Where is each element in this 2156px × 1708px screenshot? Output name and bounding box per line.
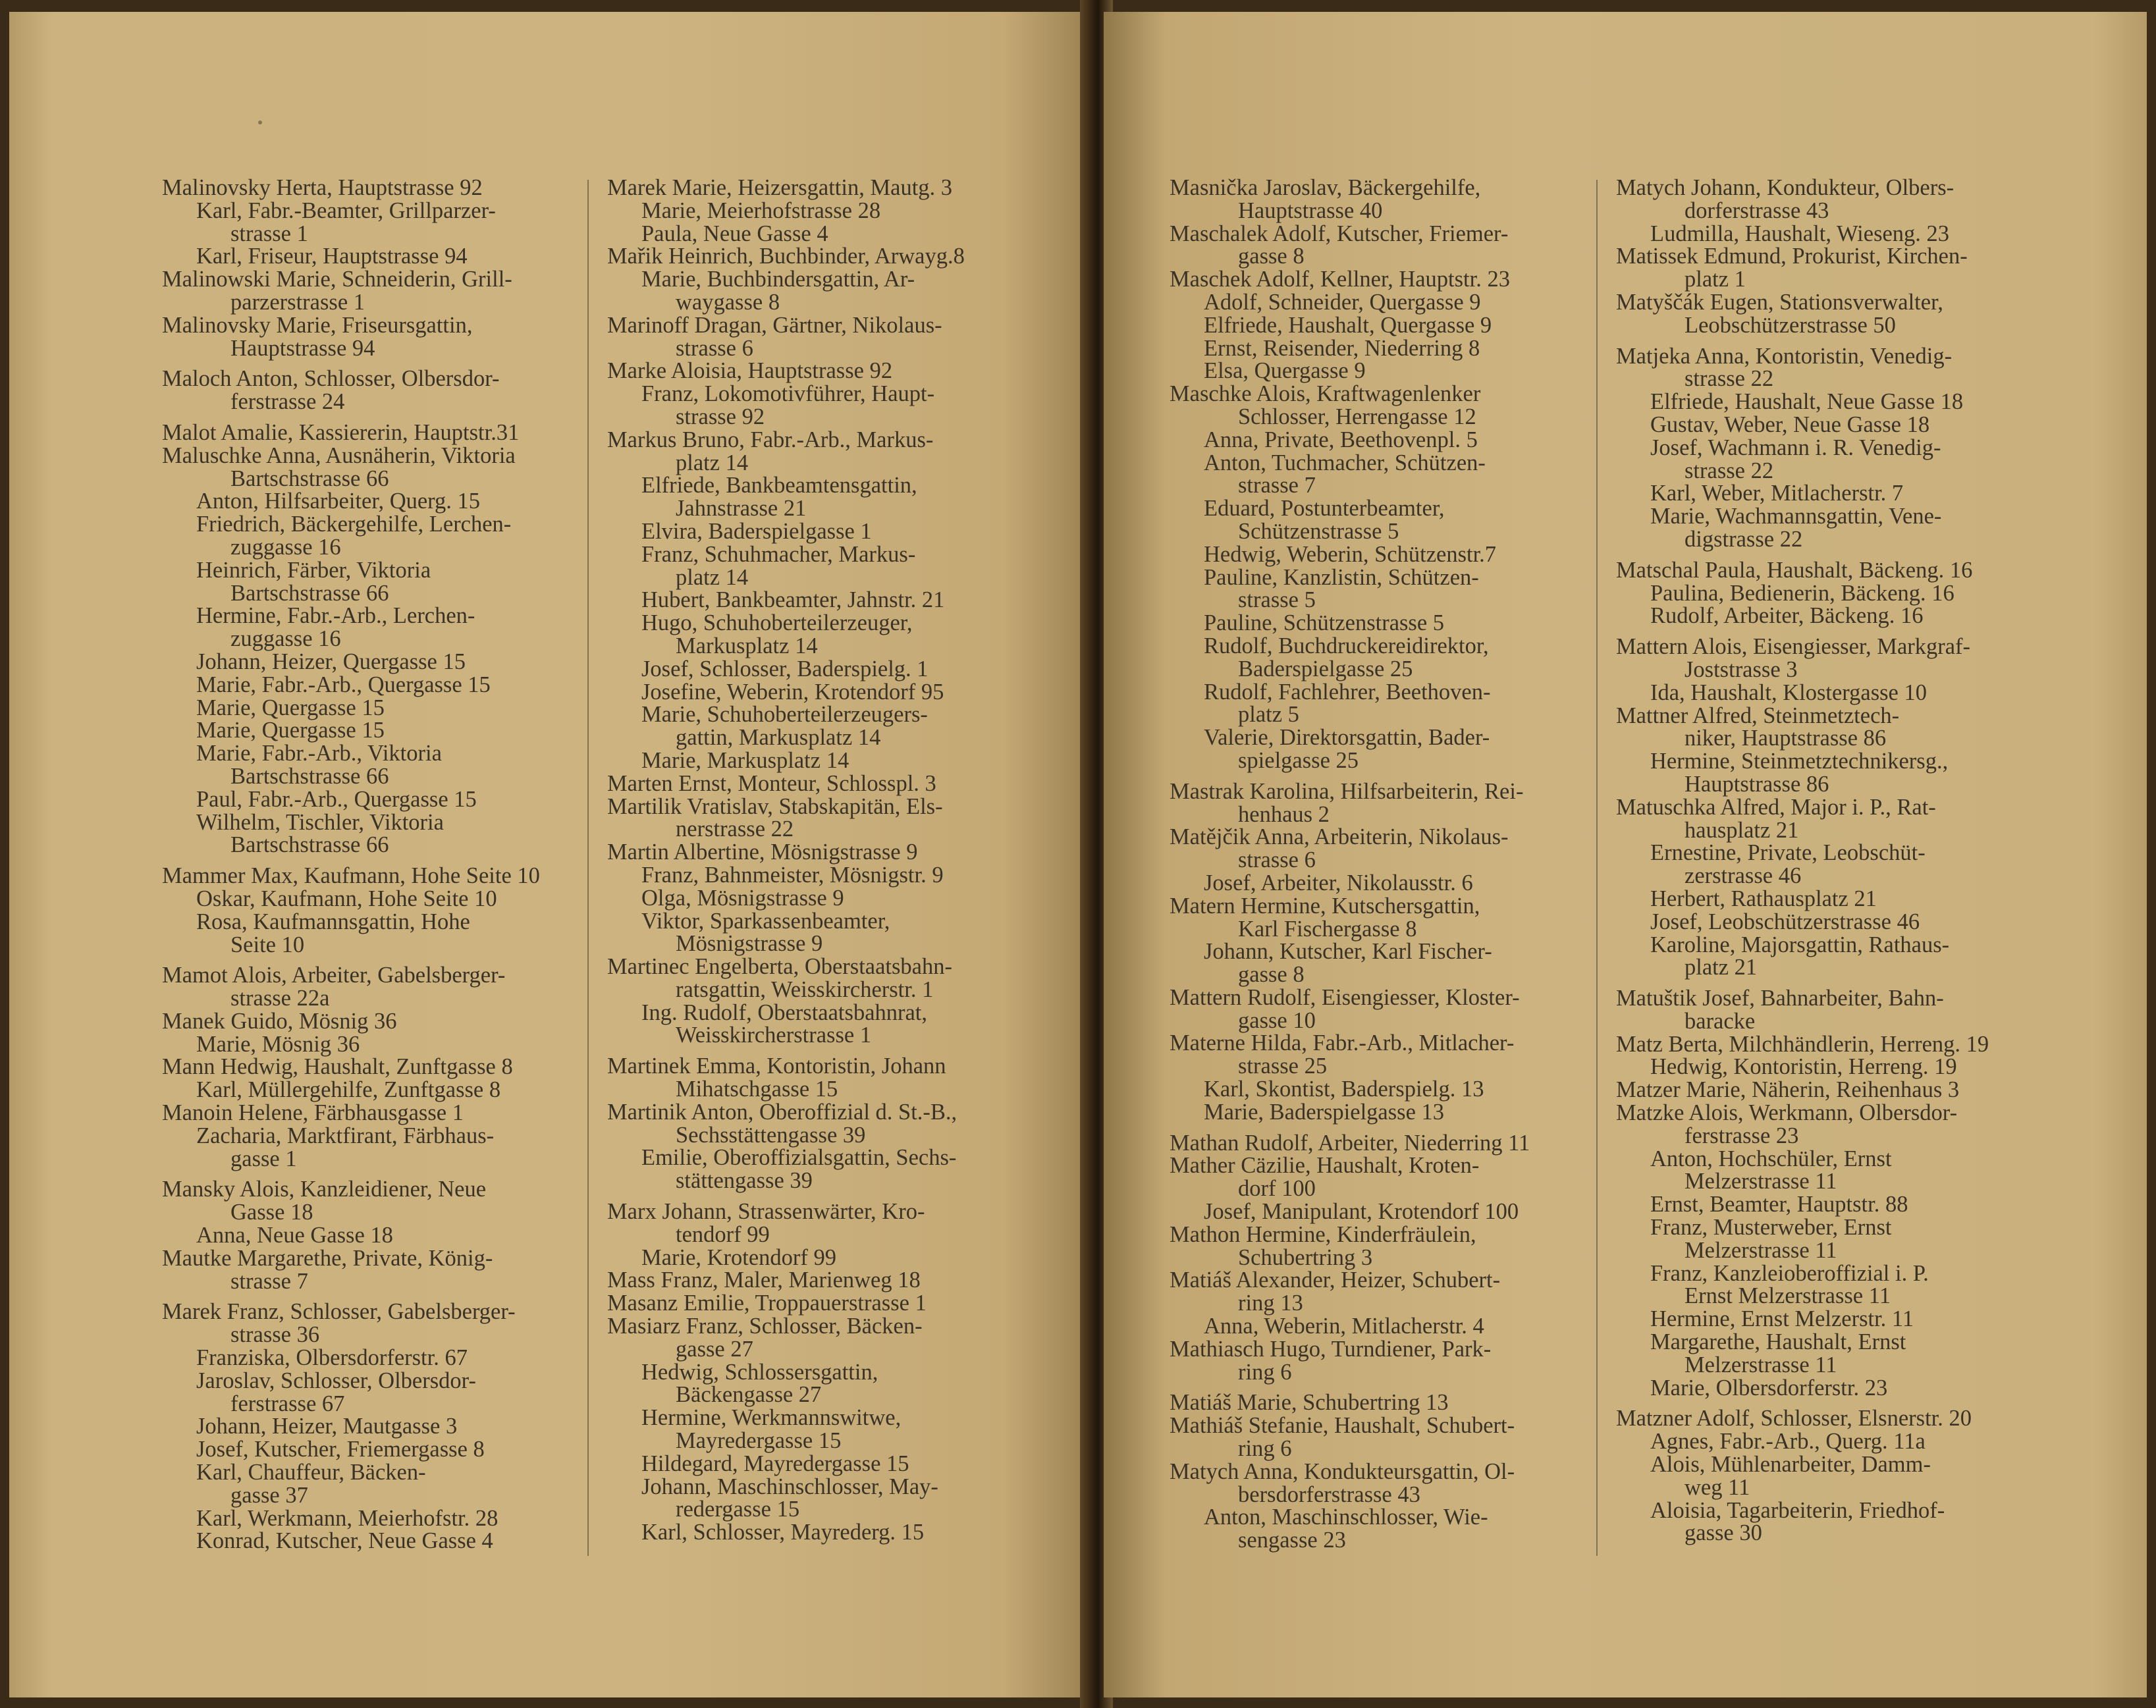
directory-entry: Masnička Jaroslav, Bäckergehilfe, — [1170, 175, 1481, 200]
directory-entry-continuation: Anton, Tuchmacher, Schützen- — [1204, 450, 1486, 475]
directory-entry-continuation: Mösnigstrasse 9 — [676, 931, 823, 957]
directory-entry-continuation: platz 5 — [1238, 702, 1299, 728]
directory-entry: Mattern Alois, Eisengiesser, Markgraf- — [1616, 634, 1971, 660]
directory-entry-continuation: niker, Hauptstrasse 86 — [1684, 726, 1887, 751]
directory-entry-continuation: Karl Fischergasse 8 — [1238, 916, 1417, 942]
directory-entry-continuation: Marie, Mösnig 36 — [196, 1031, 360, 1057]
directory-entry-continuation: strasse 5 — [1238, 587, 1316, 613]
directory-entry: Maschek Adolf, Kellner, Hauptstr. 23 — [1170, 267, 1510, 292]
directory-entry-continuation: strasse 25 — [1238, 1054, 1328, 1079]
directory-entry-continuation: Anton, Maschinschlosser, Wie- — [1204, 1505, 1488, 1530]
directory-entry: Malot Amalie, Kassiererin, Hauptstr.31 — [162, 419, 520, 445]
directory-entry-continuation: Rudolf, Buchdruckereidirektor, — [1204, 633, 1489, 658]
directory-entry-continuation: Ernst, Beamter, Hauptstr. 88 — [1650, 1192, 1908, 1217]
directory-entry-continuation: Margarethe, Haushalt, Ernst — [1650, 1329, 1906, 1355]
directory-entry-continuation: Franz, Kanzleioberoffizial i. P. — [1650, 1260, 1929, 1286]
directory-entry: Markus Bruno, Fabr.-Arb., Markus- — [607, 427, 934, 452]
directory-entry-continuation: platz 21 — [1684, 955, 1758, 980]
directory-entry-continuation: Anton, Hochschüler, Ernst — [1650, 1146, 1892, 1171]
directory-entry-continuation: Anna, Weberin, Mitlacherstr. 4 — [1204, 1314, 1484, 1339]
directory-entry: Mann Hedwig, Haushalt, Zunftgasse 8 — [162, 1054, 513, 1080]
left-page-column-2 — [607, 176, 965, 1544]
directory-entry-continuation: Mihatschgasse 15 — [676, 1077, 838, 1102]
directory-entry-continuation: Rudolf, Arbeiter, Bäckeng. 16 — [1650, 603, 1924, 629]
directory-entry: Matissek Edmund, Prokurist, Kirchen- — [1616, 244, 1968, 269]
directory-entry-continuation: Ing. Rudolf, Oberstaatsbahnrat, — [641, 1000, 928, 1025]
directory-entry-continuation: spielgasse 25 — [1238, 747, 1359, 773]
directory-entry: Mattern Rudolf, Eisengiesser, Kloster- — [1170, 984, 1520, 1010]
directory-entry-continuation: gasse 8 — [1238, 244, 1305, 269]
directory-entry-continuation: gasse 37 — [230, 1482, 308, 1508]
right-page-column-2 — [1616, 176, 1989, 1545]
directory-entry-continuation: bersdorferstrasse 43 — [1238, 1481, 1420, 1507]
directory-entry-continuation: strasse 6 — [676, 335, 753, 361]
directory-entry-continuation: Josef, Kutscher, Friemergasse 8 — [196, 1437, 485, 1462]
directory-entry-continuation: strasse 7 — [1238, 473, 1316, 498]
directory-entry-continuation: Hauptstrasse 40 — [1238, 198, 1383, 223]
directory-entry: Mansky Alois, Kanzleidiener, Neue — [162, 1177, 487, 1202]
directory-entry-continuation: Konrad, Kutscher, Neue Gasse 4 — [196, 1528, 493, 1554]
directory-entry-continuation: Ernst Melzerstrasse 11 — [1684, 1283, 1891, 1309]
directory-entry: Matych Anna, Kondukteursgattin, Ol- — [1170, 1458, 1515, 1484]
directory-entry-continuation: Ludmilla, Haushalt, Wieseng. 23 — [1650, 221, 1950, 246]
directory-entry-continuation: ring 13 — [1238, 1291, 1303, 1316]
directory-entry-continuation: Marie, Wachmannsgattin, Vene- — [1650, 504, 1942, 529]
directory-entry-continuation: Valerie, Direktorsgattin, Bader- — [1204, 725, 1490, 751]
directory-entry-continuation: zerstrasse 46 — [1684, 863, 1802, 889]
directory-entry-continuation: Marie, Quergasse 15 — [196, 718, 385, 743]
directory-entry: Maschke Alois, Kraftwagenlenker — [1170, 381, 1481, 407]
directory-entry-continuation: Schützenstrasse 5 — [1238, 518, 1399, 544]
directory-entry-continuation: ferstrasse 67 — [230, 1391, 345, 1416]
directory-entry: Martinec Engelberta, Oberstaatsbahn- — [607, 954, 952, 980]
directory-entry: Mattner Alfred, Steinmetztech- — [1616, 703, 1900, 728]
directory-entry-continuation: sengasse 23 — [1238, 1528, 1346, 1553]
directory-entry-continuation: strasse 22 — [1684, 458, 1774, 483]
directory-entry-continuation: Jahnstrasse 21 — [676, 496, 807, 521]
directory-entry: Mass Franz, Maler, Marienweg 18 — [607, 1268, 921, 1293]
directory-entry: Matzner Adolf, Schlosser, Elsnerstr. 20 — [1616, 1406, 1972, 1431]
directory-entry-continuation: baracke — [1684, 1008, 1756, 1034]
directory-entry-continuation: Karoline, Majorsgattin, Rathaus- — [1650, 932, 1950, 957]
directory-entry: Mather Cäzilie, Haushalt, Kroten- — [1170, 1153, 1480, 1179]
directory-entry: Malinovsky Herta, Hauptstrasse 92 — [162, 175, 483, 200]
directory-entry-continuation: gasse 1 — [230, 1146, 297, 1171]
directory-entry-continuation: Schubertring 3 — [1238, 1244, 1373, 1270]
left-page-column-1 — [162, 176, 540, 1553]
directory-entry-continuation: Franz, Bahnmeister, Mösnigstr. 9 — [641, 862, 944, 888]
directory-entry-continuation: gattin, Markusplatz 14 — [676, 725, 881, 751]
directory-entry-continuation: ring 6 — [1238, 1436, 1292, 1462]
directory-entry-continuation: Markusplatz 14 — [676, 633, 818, 658]
directory-entry-continuation: Josef, Wachmann i. R. Venedig- — [1650, 435, 1941, 460]
directory-entry-continuation: Hildegard, Mayredergasse 15 — [641, 1451, 909, 1476]
directory-entry-continuation: Paulina, Bedienerin, Bäckeng. 16 — [1650, 580, 1954, 606]
directory-entry: Marek Marie, Heizersgattin, Mautg. 3 — [607, 175, 953, 200]
directory-entry-continuation: parzerstrasse 1 — [230, 289, 365, 315]
directory-entry-continuation: Leobschützerstrasse 50 — [1684, 312, 1896, 338]
directory-entry-continuation: Karl, Weber, Mitlacherstr. 7 — [1650, 481, 1904, 506]
right-page — [1104, 12, 2147, 1697]
directory-entry-continuation: redergasse 15 — [676, 1497, 800, 1522]
directory-entry-continuation: nerstrasse 22 — [676, 816, 794, 842]
directory-entry-continuation: ferstrasse 23 — [1684, 1123, 1799, 1148]
directory-entry: Marke Aloisia, Hauptstrasse 92 — [607, 358, 893, 384]
directory-entry-continuation: ratsgattin, Weisskircherstr. 1 — [676, 976, 934, 1002]
directory-entry-continuation: zuggasse 16 — [230, 534, 341, 560]
directory-entry: Matych Johann, Kondukteur, Olbers- — [1616, 175, 1954, 200]
directory-entry: Mammer Max, Kaufmann, Hohe Seite 10 — [162, 863, 540, 889]
directory-entry: Masiarz Franz, Schlosser, Bäcken- — [607, 1314, 923, 1339]
directory-entry-continuation: platz 14 — [676, 450, 749, 475]
directory-entry-continuation: Marie, Fabr.-Arb., Viktoria — [196, 741, 442, 766]
directory-entry: Maluschke Anna, Ausnäherin, Viktoria — [162, 442, 516, 468]
directory-entry-continuation: Anna, Private, Beethovenpl. 5 — [1204, 427, 1478, 452]
directory-entry-continuation: Ida, Haushalt, Klostergasse 10 — [1650, 680, 1927, 705]
directory-entry: Martilik Vratislav, Stabskapitän, Els- — [607, 793, 943, 819]
directory-entry-continuation: platz 14 — [676, 564, 749, 590]
directory-entry-continuation: Karl, Müllergehilfe, Zunftgasse 8 — [196, 1077, 501, 1103]
directory-entry: Matiáš Alexander, Heizer, Schubert- — [1170, 1268, 1501, 1293]
directory-entry: Matz Berta, Milchhändlerin, Herreng. 19 — [1616, 1031, 1989, 1057]
directory-entry: Manoin Helene, Färbhausgasse 1 — [162, 1100, 464, 1126]
directory-entry-continuation: Franz, Schuhmacher, Markus- — [641, 541, 916, 567]
directory-entry-continuation: Elfriede, Haushalt, Quergasse 9 — [1204, 312, 1492, 338]
directory-entry: Matzer Marie, Näherin, Reihenhaus 3 — [1616, 1077, 1960, 1103]
directory-entry-continuation: Hugo, Schuhoberteilerzeuger, — [641, 610, 913, 636]
directory-entry-continuation: Jaroslav, Schlosser, Olbersdor- — [196, 1368, 476, 1393]
directory-entry-continuation: Hauptstrasse 86 — [1684, 771, 1829, 797]
directory-entry-continuation: Marie, Baderspielgasse 13 — [1204, 1099, 1445, 1125]
directory-entry-continuation: strasse 1 — [230, 221, 308, 246]
directory-entry-continuation: Elvira, Baderspielgasse 1 — [641, 518, 872, 544]
directory-entry: Marten Ernst, Monteur, Schlosspl. 3 — [607, 770, 936, 796]
right-page-column-1 — [1170, 176, 1530, 1552]
directory-entry-continuation: Gustav, Weber, Neue Gasse 18 — [1650, 412, 1930, 437]
directory-entry-continuation: Melzerstrasse 11 — [1684, 1237, 1837, 1263]
directory-entry-continuation: Ernestine, Private, Leobschüt- — [1650, 840, 1926, 866]
directory-entry: Maloch Anton, Schlosser, Olbersdor- — [162, 366, 500, 392]
directory-entry-continuation: Bäckengasse 27 — [676, 1382, 822, 1408]
directory-entry-continuation: Karl, Fabr.-Beamter, Grillparzer- — [196, 198, 496, 223]
directory-entry-continuation: stättengasse 39 — [676, 1168, 813, 1194]
directory-entry-continuation: Eduard, Postunterbeamter, — [1204, 496, 1445, 521]
directory-entry-continuation: Josef, Leobschützerstrasse 46 — [1650, 909, 1920, 934]
directory-entry-continuation: Karl, Schlosser, Mayrederg. 15 — [641, 1520, 925, 1545]
directory-entry-continuation: Karl, Friseur, Hauptstrasse 94 — [196, 244, 468, 269]
directory-entry-continuation: Johann, Heizer, Quergasse 15 — [196, 649, 466, 674]
directory-entry-continuation: digstrasse 22 — [1684, 526, 1803, 552]
directory-entry-continuation: Franz, Musterweber, Ernst — [1650, 1215, 1892, 1241]
directory-entry-continuation: Rudolf, Fachlehrer, Beethoven- — [1204, 679, 1491, 705]
directory-entry-continuation: Elfriede, Haushalt, Neue Gasse 18 — [1650, 389, 1964, 415]
directory-entry: Mautke Margarethe, Private, König- — [162, 1245, 493, 1271]
directory-entry-continuation: gasse 27 — [676, 1336, 753, 1362]
directory-entry-continuation: Josef, Arbeiter, Nikolausstr. 6 — [1204, 870, 1473, 895]
directory-entry-continuation: Marie, Quergasse 15 — [196, 695, 385, 720]
directory-entry: Martinik Anton, Oberoffizial d. St.-B., — [607, 1099, 957, 1125]
directory-entry-continuation: Elsa, Quergasse 9 — [1204, 358, 1366, 384]
directory-entry-continuation: Johann, Kutscher, Karl Fischer- — [1204, 939, 1492, 965]
left-page — [9, 12, 1089, 1697]
directory-entry: Matuštik Josef, Bahnarbeiter, Bahn- — [1616, 986, 1944, 1011]
directory-entry-continuation: Hermine, Steinmetztechnikersg., — [1650, 749, 1949, 774]
directory-entry-continuation: Marie, Fabr.-Arb., Quergasse 15 — [196, 672, 491, 697]
directory-entry-continuation: gasse 30 — [1684, 1520, 1762, 1546]
directory-entry-continuation: Pauline, Kanzlistin, Schützen- — [1204, 564, 1479, 590]
directory-entry-continuation: Olga, Mösnigstrasse 9 — [641, 885, 844, 911]
directory-entry-continuation: Hermine, Fabr.-Arb., Lerchen- — [196, 603, 475, 629]
directory-entry: Malinowski Marie, Schneiderin, Grill- — [162, 267, 512, 292]
directory-entry-continuation: Pauline, Schützenstrasse 5 — [1204, 610, 1445, 636]
directory-entry-continuation: dorf 100 — [1238, 1176, 1316, 1202]
directory-entry: Matern Hermine, Kutschersgattin, — [1170, 893, 1480, 919]
directory-entry: Maschalek Adolf, Kutscher, Friemer- — [1170, 221, 1509, 246]
directory-entry: Matyščák Eugen, Stationsverwalter, — [1616, 289, 1943, 315]
directory-entry-continuation: Josef, Manipulant, Krotendorf 100 — [1204, 1199, 1519, 1225]
directory-entry-continuation: Bartschstrasse 66 — [230, 580, 389, 606]
directory-entry-continuation: Bartschstrasse 66 — [230, 763, 389, 789]
directory-entry-continuation: Rosa, Kaufmannsgattin, Hohe — [196, 909, 470, 934]
directory-entry-continuation: strasse 36 — [230, 1322, 320, 1348]
directory-entry-continuation: strasse 22 — [1684, 366, 1774, 392]
directory-entry: Materne Hilda, Fabr.-Arb., Mitlacher- — [1170, 1030, 1515, 1056]
directory-entry-continuation: Herbert, Rathausplatz 21 — [1650, 886, 1877, 911]
directory-entry-continuation: ferstrasse 24 — [230, 389, 345, 415]
directory-entry-continuation: Karl, Chauffeur, Bäcken- — [196, 1460, 426, 1485]
directory-entry-continuation: Friedrich, Bäckergehilfe, Lerchen- — [196, 512, 512, 537]
directory-entry-continuation: zuggasse 16 — [230, 626, 341, 652]
directory-entry-continuation: henhaus 2 — [1238, 801, 1330, 827]
directory-entry-continuation: Marie, Buchbindersgattin, Ar- — [641, 267, 915, 292]
directory-entry: Matjeka Anna, Kontoristin, Venedig- — [1616, 343, 1953, 369]
directory-entry-continuation: Marie, Olbersdorferstr. 23 — [1650, 1375, 1888, 1401]
directory-entry-continuation: Hermine, Ernst Melzerstr. 11 — [1650, 1306, 1914, 1332]
directory-entry: Malinovsky Marie, Friseursgattin, — [162, 312, 473, 338]
directory-entry: Marek Franz, Schlosser, Gabelsberger- — [162, 1299, 516, 1325]
directory-entry-continuation: Hauptstrasse 94 — [230, 335, 375, 361]
directory-entry-continuation: Viktor, Sparkassenbeamter, — [641, 908, 890, 934]
directory-entry-continuation: Elfriede, Bankbeamtensgattin, — [641, 473, 917, 498]
directory-entry-continuation: Aloisia, Tagarbeiterin, Friedhof- — [1650, 1497, 1945, 1523]
directory-entry-continuation: Hedwig, Schlossersgattin, — [641, 1359, 878, 1385]
directory-entry: Manek Guido, Mösnig 36 — [162, 1008, 397, 1034]
directory-entry-continuation: Zacharia, Marktfirant, Färbhaus- — [196, 1123, 495, 1148]
directory-entry-continuation: Mayredergasse 15 — [676, 1428, 842, 1454]
directory-entry-continuation: Seite 10 — [230, 932, 305, 957]
directory-entry-continuation: Emilie, Oberoffizialsgattin, Sechs- — [641, 1145, 957, 1171]
directory-entry-continuation: Bartschstrasse 66 — [230, 832, 389, 858]
directory-entry: Mamot Alois, Arbeiter, Gabelsberger- — [162, 963, 506, 988]
directory-entry-continuation: Agnes, Fabr.-Arb., Querg. 11a — [1650, 1429, 1926, 1454]
directory-entry-continuation: Joststrasse 3 — [1684, 656, 1798, 682]
directory-entry-continuation: Marie, Schuhoberteilerzeugers- — [641, 702, 928, 728]
directory-entry-continuation: Marie, Meierhofstrasse 28 — [641, 198, 881, 223]
directory-entry: Matuschka Alfred, Major i. P., Rat- — [1616, 794, 1936, 820]
directory-entry-continuation: Marie, Krotendorf 99 — [641, 1244, 837, 1270]
directory-entry-continuation: Adolf, Schneider, Quergasse 9 — [1204, 289, 1481, 315]
directory-entry-continuation: Sechsstättengasse 39 — [676, 1122, 866, 1148]
directory-entry-continuation: strasse 22a — [230, 986, 330, 1011]
directory-entry-continuation: Hermine, Werkmannswitwe, — [641, 1405, 902, 1431]
directory-entry-continuation: dorferstrasse 43 — [1684, 198, 1829, 223]
directory-entry-continuation: Ernst, Reisender, Niederring 8 — [1204, 335, 1480, 361]
directory-entry-continuation: Johann, Maschinschlosser, May- — [641, 1474, 938, 1499]
directory-entry-continuation: strasse 7 — [230, 1268, 308, 1294]
directory-entry-continuation: Alois, Mühlenarbeiter, Damm- — [1650, 1452, 1931, 1478]
directory-entry: Mařik Heinrich, Buchbinder, Arwayg.8 — [607, 244, 965, 269]
directory-entry: Masanz Emilie, Troppauerstrasse 1 — [607, 1291, 927, 1316]
directory-entry-continuation: Bartschstrasse 66 — [230, 466, 389, 491]
directory-entry-continuation: Anna, Neue Gasse 18 — [196, 1223, 393, 1248]
directory-entry-continuation: Gasse 18 — [230, 1200, 313, 1225]
ink-spot — [258, 120, 262, 124]
directory-entry: Mathiasch Hugo, Turndiener, Park- — [1170, 1336, 1492, 1362]
directory-entry-continuation: Karl, Werkmann, Meierhofstr. 28 — [196, 1505, 499, 1531]
directory-entry-continuation: Josef, Schlosser, Baderspielg. 1 — [641, 656, 929, 681]
column-divider — [1596, 180, 1598, 1556]
directory-entry-continuation: platz 1 — [1684, 267, 1746, 292]
directory-entry-continuation: Wilhelm, Tischler, Viktoria — [196, 809, 444, 835]
directory-entry-continuation: strasse 92 — [676, 404, 765, 429]
directory-entry-continuation: Anton, Hilfsarbeiter, Querg. 15 — [196, 489, 481, 514]
directory-entry-continuation: weg 11 — [1684, 1474, 1750, 1500]
directory-entry-continuation: Heinrich, Färber, Viktoria — [196, 557, 431, 583]
directory-entry-continuation: Melzerstrasse 11 — [1684, 1352, 1837, 1377]
directory-entry-continuation: Hedwig, Weberin, Schützenstr.7 — [1204, 541, 1497, 567]
column-divider — [587, 180, 589, 1556]
directory-entry-continuation: Marie, Markusplatz 14 — [641, 747, 849, 773]
directory-entry-continuation: gasse 10 — [1238, 1007, 1316, 1033]
directory-entry-continuation: Josefine, Weberin, Krotendorf 95 — [641, 679, 944, 705]
directory-entry-continuation: Oskar, Kaufmann, Hohe Seite 10 — [196, 886, 497, 911]
directory-entry-continuation: Baderspielgasse 25 — [1238, 656, 1413, 681]
directory-entry: Mastrak Karolina, Hilfsarbeiterin, Rei- — [1170, 778, 1524, 804]
directory-entry: Mathiáš Stefanie, Haushalt, Schubert- — [1170, 1413, 1515, 1439]
directory-entry: Mathon Hermine, Kinderfräulein, — [1170, 1221, 1476, 1247]
directory-entry-continuation: Paul, Fabr.-Arb., Quergasse 15 — [196, 786, 477, 812]
directory-entry-continuation: Hubert, Bankbeamter, Jahnstr. 21 — [641, 587, 945, 613]
directory-entry: Matzke Alois, Werkmann, Olbersdor- — [1616, 1100, 1958, 1126]
directory-entry-continuation: Weisskircherstrasse 1 — [676, 1023, 872, 1048]
directory-entry-continuation: waygasse 8 — [676, 289, 780, 315]
directory-entry: Matějčik Anna, Arbeiterin, Nikolaus- — [1170, 824, 1509, 850]
directory-entry: Martinek Emma, Kontoristin, Johann — [607, 1054, 946, 1079]
directory-entry-continuation: hausplatz 21 — [1684, 817, 1799, 843]
directory-entry-continuation: Schlosser, Herrengasse 12 — [1238, 404, 1476, 429]
directory-entry-continuation: ring 6 — [1238, 1359, 1292, 1385]
directory-entry-continuation: Johann, Heizer, Mautgasse 3 — [196, 1414, 458, 1439]
directory-entry-continuation: Franz, Lokomotivführer, Haupt- — [641, 381, 935, 407]
directory-entry-continuation: strasse 6 — [1238, 847, 1316, 873]
directory-entry: Marinoff Dragan, Gärtner, Nikolaus- — [607, 312, 942, 338]
directory-entry-continuation: tendorf 99 — [676, 1221, 770, 1247]
directory-entry: Matschal Paula, Haushalt, Bäckeng. 16 — [1616, 557, 1973, 583]
directory-entry-continuation: Karl, Skontist, Baderspielg. 13 — [1204, 1077, 1484, 1102]
directory-entry-continuation: Hedwig, Kontoristin, Herreng. 19 — [1650, 1054, 1957, 1080]
directory-entry-continuation: gasse 8 — [1238, 962, 1305, 988]
directory-entry: Marx Johann, Strassenwärter, Kro- — [607, 1199, 925, 1225]
directory-entry: Mathan Rudolf, Arbeiter, Niederring 11 — [1170, 1130, 1530, 1156]
directory-entry-continuation: Melzerstrasse 11 — [1684, 1169, 1837, 1194]
directory-entry-continuation: Franziska, Olbersdorferstr. 67 — [196, 1345, 468, 1371]
directory-entry: Martin Albertine, Mösnigstrasse 9 — [607, 840, 918, 865]
directory-entry: Matiáš Marie, Schubertring 13 — [1170, 1390, 1449, 1416]
directory-entry-continuation: Paula, Neue Gasse 4 — [641, 221, 828, 246]
